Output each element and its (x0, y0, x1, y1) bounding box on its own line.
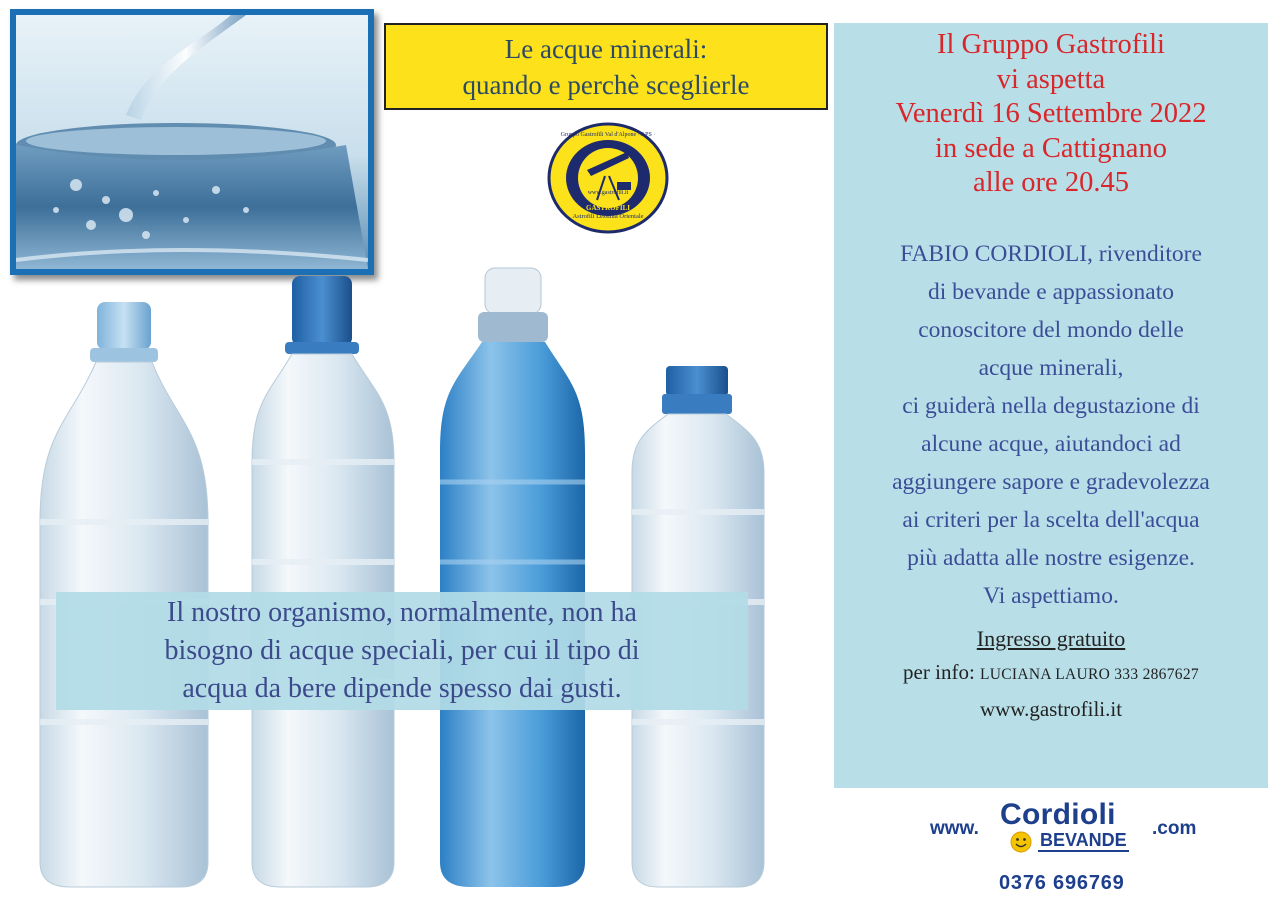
description-line: aggiungere sapore e gradevolezza (892, 468, 1210, 495)
bottle-3 (440, 268, 585, 887)
info-label: per info: (903, 659, 975, 684)
title-line-1: Le acque minerali: (504, 33, 708, 64)
announcement-line: vi aspetta (996, 63, 1106, 95)
description-line: conoscitore del mondo delle (918, 316, 1184, 343)
sponsor-logo[interactable] (930, 798, 1200, 860)
info-row (834, 655, 1268, 692)
description-line: ci guiderà nella degustazione di (902, 392, 1200, 419)
quote-line-2: bisogno di acque speciali, per cui il tipo di (164, 635, 640, 666)
sponsor-phone: 0376 696769 (999, 872, 1125, 894)
bottle-2 (252, 276, 394, 887)
water-bottles-photo (30, 262, 810, 894)
description-line: di bevande e appassionato (927, 278, 1174, 305)
title-banner (384, 23, 828, 110)
logo-subtitle: BEVANDE (1040, 830, 1127, 850)
event-description (834, 235, 1268, 615)
seal-inner-word: GASTROFILI (586, 204, 630, 212)
event-info-panel (834, 23, 1268, 788)
announcement-line: Il Gruppo Gastrofili (937, 29, 1165, 60)
announcement-line: in sede a Cattignano (935, 132, 1167, 164)
quote-line-1: Il nostro organismo, normalmente, non ha (167, 597, 637, 628)
seal-url: www.gastrofili.it (587, 190, 629, 196)
announcement-line: alle ore 20.45 (973, 167, 1129, 198)
logo-www: www. (930, 818, 979, 839)
description-line: più adatta alle nostre esigenze. (907, 544, 1195, 571)
seal-ring-top: Gruppo Gastrofili Val d'Alpone · APS · (560, 132, 656, 138)
announcement-line: Venerdì 16 Settembre 2022 (895, 98, 1207, 129)
event-announcement (834, 28, 1268, 201)
free-entry-label: Ingresso gratuito (976, 625, 1126, 651)
logo-name: Cordioli (1000, 798, 1116, 831)
water-glass-photo (10, 9, 374, 275)
quote-line-3: acqua da bere dipende spesso dai gusti. (182, 673, 622, 704)
description-line: acque minerali, (978, 354, 1124, 381)
description-line: ai criteri per la scelta dell'acqua (902, 506, 1200, 533)
title-line-2: quando e perchè sceglierle (462, 69, 750, 100)
website-link[interactable]: www.gastrofili.it (979, 696, 1123, 721)
description-line: FABIO CORDIOLI, rivenditore (900, 240, 1202, 267)
description-line: Vi aspettiamo. (983, 582, 1119, 609)
quote-box (56, 592, 748, 710)
club-seal-logo (547, 122, 669, 234)
seal-ring-bottom: Astrofili Lessinia Orientale (572, 213, 644, 220)
info-contact: LUCIANA LAURO 333 2867627 (980, 665, 1199, 683)
logo-com: .com (1152, 818, 1197, 839)
smiley-icon (1010, 831, 1032, 853)
description-line: alcune acque, aiutandoci ad (921, 430, 1181, 457)
